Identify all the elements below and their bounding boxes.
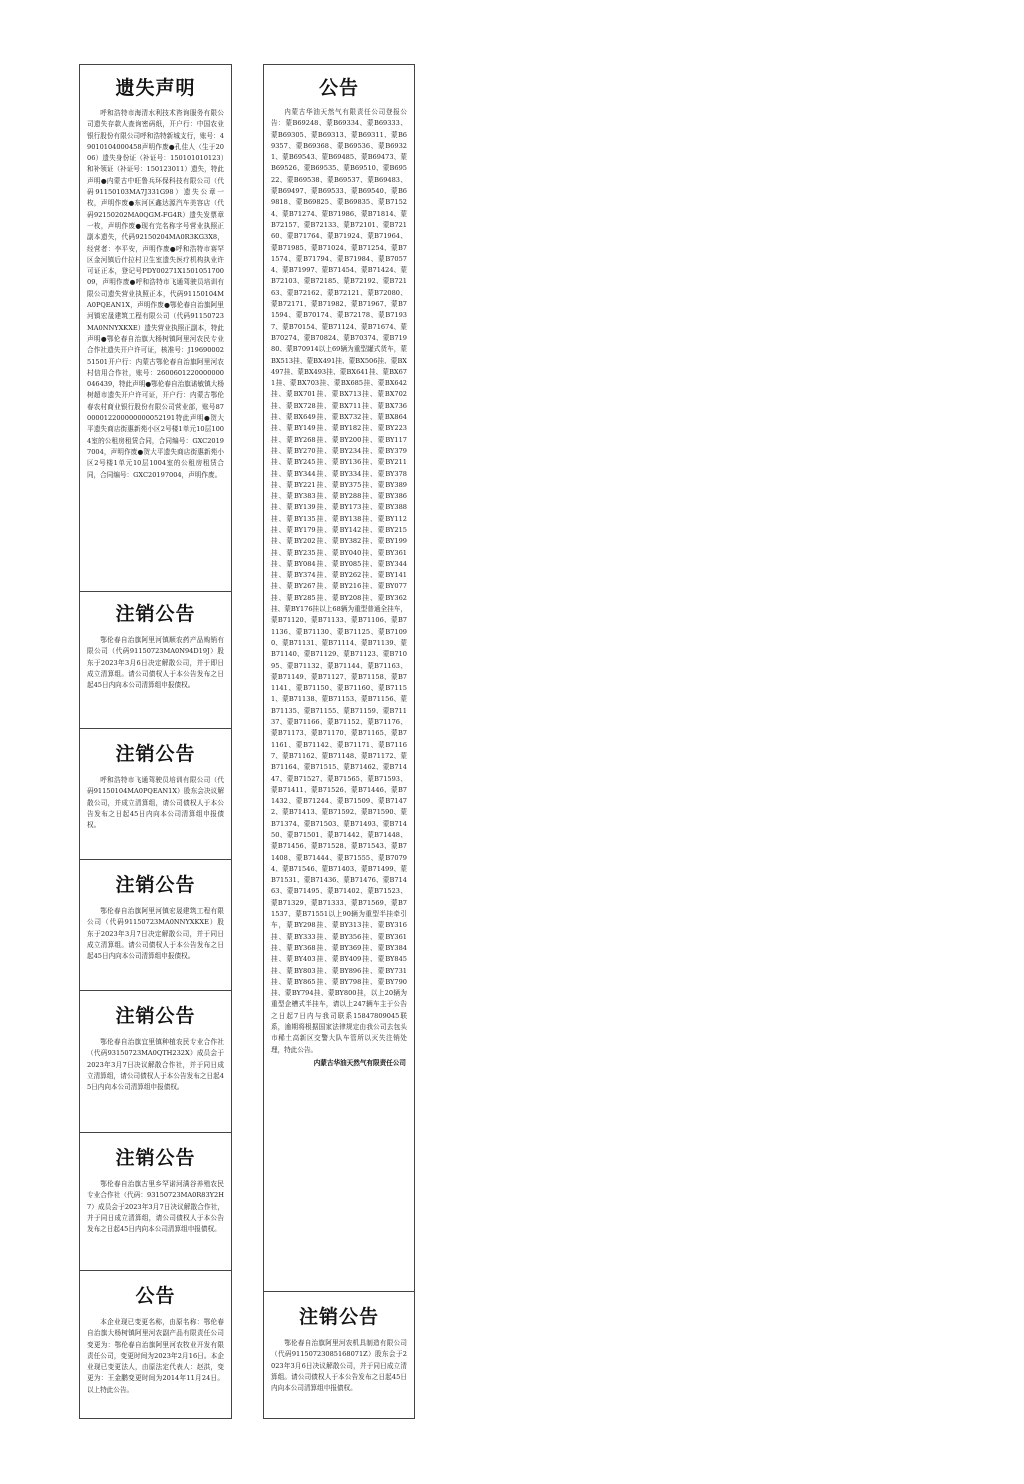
notice-body: 鄂伦春自治旗古里乡罕诺河满谷养殖农民专业合作社（代码：93150723MA0R83Y2H7）成员会于2023年3月7日决议解散合作社，并于同日成立清算组，请公司债权人于本公告发布之日起45日内向本公司清算组申报债权。 xyxy=(87,1180,224,1234)
notice-body: 鄂伦春自治旗阿里河镇宏晟建筑工程有限公司（代码91150723MA0NNYXKXE）股东于2023年3月7日决定解散公司，并于同日成立清算组。请公司债权人于本公告发布之日起45日内向本公司清算组申报债权。 xyxy=(87,907,224,961)
left-notice-column xyxy=(79,64,232,1419)
right-notice-column xyxy=(263,64,415,1419)
notice-title: 注销公告 xyxy=(298,1306,379,1328)
notice-title: 公告 xyxy=(318,77,359,99)
notice-title: 注销公告 xyxy=(115,1147,196,1169)
cancellation-notice xyxy=(80,729,231,860)
notice-title: 注销公告 xyxy=(115,743,196,765)
notice-body: 本企业现已变更名称，由原名称：鄂伦春自治旗大杨树镇阿里河农副产品有限责任公司变更为：鄂伦春自治旗阿里河农牧业开发有限责任公司，变更时间为2023年2月16日。本企业现已变更法人，由原法定代表人：赵洪，变更为：王金鹏变更时间为2014年11月24日。以上特此公告。 xyxy=(87,1318,224,1394)
notice-title: 遗失声明 xyxy=(115,77,196,99)
notice-body: 呼和浩特市海清水利技术咨询服务有限公司遗失存款人查询密码纸，开户行：中国农业银行股份有限公司呼和浩特新城支行，账号：49010104000458声明作废●孔佳人（生于2006）遗失身份证（补证号：150101010123）和补领证（补证号：150123011）遗失，特此声明●内蒙古中旺鲁兵环保科技有限公司（代码91150103MA7J331G98）遗失公章一枚，声明作废●东河区鑫达源汽车美容店（代码92150202MA0QGM-FG4R）遗失发票章一枚，声明作废●现有完名称字号营业执照正副本遗失，代码92150204MA0R3KG3X8，经营者：李平安，声明作废●呼和浩特市赛罕区金河镇后什拉村卫生室遗失医疗机构执业许可证正本，登记号PDY00271X150105170009，声明作废●呼和浩特市飞通驾驶员培训有限公司遗失营业执照正本，代码91150104MA0PQEAN1X，声明作废●鄂伦春自治旗阿里河镇宏晟建筑工程有限公司（代码91150723MA0NNYXKXE）遗失营业执照正副本，特此声明●鄂伦春自治旗大杨树镇阿里河农民专业合作社遗失开户许可证，核准号：J1969000251501开户行：内蒙古鄂伦春自治旗阿里河农村信用合作社，账号：2600601220000000046439，特此声明●鄂伦春自治旗诺敏镇大杨树超市遗失开户许可证，开户行：内蒙古鄂伦春农村商业银行股份有限公司营业部，账号87000012200000000052191特此声明●贺大平遗失商店街惠新苑小区2号楼1单元10层1004室的公租房租赁合同，合同编号：GXC20197004，声明作废●贺大平遗失商店街惠新苑小区2号楼1单元10层1004室的公租房租赁合同，合同编号：GXC20197004，声明作废。 xyxy=(87,109,224,479)
notice-signature: 内蒙古华油天然气有限责任公司 xyxy=(313,1058,406,1067)
notice-body: 鄂伦春自治旗宜里镇种植农民专业合作社（代码93150723MA0QTH232X）成员会于2023年3月7日决议解散合作社，并于同日成立清算组，请公司债权人于本公告发布之日起45日内向本公司清算组申报债权。 xyxy=(87,1038,224,1092)
cancellation-notice xyxy=(80,592,231,729)
vehicle-deregistration-notice xyxy=(264,65,414,1292)
notice-body: 呼和浩特市飞通驾驶员培训有限公司（代码91150104MA0PQEAN1X）股东会决议解散公司，并成立清算组，请公司债权人于本公告发布之日起45日内向本公司清算组申报债权。 xyxy=(87,776,224,830)
cancellation-notice xyxy=(80,1133,231,1271)
lost-statement-notice xyxy=(80,65,231,592)
notice-title: 注销公告 xyxy=(115,874,196,896)
notice-body: 内蒙古华油天然气有限责任公司登报公告：蒙B69248、蒙B69334、蒙B69333、蒙B69305、蒙B69313、蒙B69311、蒙B69357、蒙B69368、蒙B69536、蒙B69321、蒙B69543、蒙B69485、蒙B69473、蒙B69526、蒙B69535、蒙B69510、蒙B69522、蒙B69538、蒙B69537、蒙B69483、蒙B69497、蒙B69533、蒙B69540、蒙B69818、蒙B69825、蒙B69835、蒙B71524、蒙B71274、蒙B71986、蒙B71814、蒙B72157、蒙B72133、蒙B72101、蒙B72160、蒙B71764、蒙B71924、蒙B71964、蒙B71985、蒙B71024、蒙B71254、蒙B71574、蒙B71794、蒙B71984、蒙B70574、蒙B71997、蒙B71454、蒙B71424、蒙B72103、蒙B72185、蒙B72192、蒙B72163、蒙B72162、蒙B72121、蒙B72080、蒙B72171、蒙B71982、蒙B71967、蒙B71594、蒙B70174、蒙B72178、蒙B71937、蒙B70154、蒙B71124、蒙B71674、蒙B70274、蒙B70824、蒙B70374、蒙B71980、蒙B70914以上69辆为重型罐式货车，蒙BX513挂、蒙BX491挂、蒙BX506挂、蒙BX497挂、蒙BX493挂、蒙BX641挂、蒙BX671挂、蒙BX703挂、蒙BX685挂、蒙BX642挂、蒙BX701挂、蒙BX713挂、蒙BX702挂、蒙BX728挂、蒙BX711挂、蒙BX736挂、蒙BX649挂、蒙BX732挂、蒙BX864挂、蒙BY149挂、蒙BY182挂、蒙BY223挂、蒙BY268挂、蒙BY200挂、蒙BY117挂、蒙BY270挂、蒙BY234挂、蒙BY379挂、蒙BY245挂、蒙BY136挂、蒙BY211挂、蒙BY344挂、蒙BY334挂、蒙BY378挂、蒙BY221挂、蒙BY375挂、蒙BY389挂、蒙BY383挂、蒙BY288挂、蒙BY386挂、蒙BY139挂、蒙BY173挂、蒙BY388挂、蒙BY135挂、蒙BY138挂、蒙BY112挂、蒙BY179挂、蒙BY142挂、蒙BY215挂、蒙BY202挂、蒙BY382挂、蒙BY199挂、蒙BY235挂、蒙BY040挂、蒙BY361挂、蒙BY084挂、蒙BY085挂、蒙BY344挂、蒙BY374挂、蒙BY262挂、蒙BY141挂、蒙BY267挂、蒙BY216挂、蒙BY077挂、蒙BY285挂、蒙BY208挂、蒙BY362挂、蒙BY176挂以上68辆为重型普通全挂车，蒙B71120、蒙B71133、蒙B71106、蒙B71136、蒙B71130、蒙B71125、蒙B71090、蒙B71131、蒙B71114、蒙B71139、蒙B71140、蒙B71129、蒙B71123、蒙B71095、蒙B71132、蒙B71144、蒙B71163、蒙B71149、蒙B71127、蒙B71158、蒙B71141、蒙B71150、蒙B71160、蒙B71151、蒙B71138、蒙B71153、蒙B71156、蒙B71135、蒙B71155、蒙B71159、蒙B71137、蒙B71166、蒙B71152、蒙B71176、蒙B71173、蒙B71170、蒙B71165、蒙B71161、蒙B71142、蒙B71171、蒙B71167、蒙B71162、蒙B71148、蒙B71172、蒙B71164、蒙B71515、蒙B71462、蒙B71447、蒙B71527、蒙B71565、蒙B71593、蒙B71411、蒙B71526、蒙B71446、蒙B71432、蒙B71244、蒙B71509、蒙B71472、蒙B71413、蒙B71592、蒙B71590、蒙B71374、蒙B71503、蒙B71493、蒙B71450、蒙B71501、蒙B71442、蒙B71448、蒙B71456、蒙B71528、蒙B71543、蒙B71408、蒙B71444、蒙B71555、蒙B70794、蒙B71546、蒙B71403、蒙B71499、蒙B71531、蒙B71436、蒙B71476、蒙B71463、蒙B71495、蒙B71402、蒙B71523、蒙B71329、蒙B71333、蒙B71569、蒙B71537、蒙B71551以上90辆为重型半挂牵引车，蒙BY298挂、蒙BY313挂、蒙BY316挂、蒙BY333挂、蒙BY356挂、蒙BY361挂、蒙BY368挂、蒙BY369挂、蒙BY384挂、蒙BY403挂、蒙BY409挂、蒙BY845挂、蒙BY803挂、蒙BY896挂、蒙BY731挂、蒙BY865挂、蒙BY798挂、蒙BY790挂、蒙BY794挂、蒙BY800挂，以上20辆为重型企槽式半挂车，请以上247辆车主于公告之日起7日内与我司联系15847809045联系，逾期将根据国家法律规定由我公司去包头市稀土高新区交警大队车管所以灭失注销处理，特此公告。 xyxy=(271,108,407,1054)
cancellation-notice xyxy=(80,991,231,1133)
notice-title: 注销公告 xyxy=(115,603,196,625)
notice-body: 鄂伦春自治旗阿里河农机具制造有限公司（代码91150723085168071Z）股东会于2023年3月6日决议解散公司，并于同日成立清算组。请公司债权人于本公告发布之日起45日内向本公司清算组申报债权。 xyxy=(271,1339,407,1393)
notice-title: 公告 xyxy=(135,1285,176,1307)
notice-body: 鄂伦春自治旗阿里河镇顺农药产品购销有限公司（代码91150723MA0N94D19J）股东于2023年3月6日决定解散公司，并于即日成立清算组。请公司债权人于本公告发布之日起45日内向本公司清算组申报债权。 xyxy=(87,636,224,690)
notice-title: 注销公告 xyxy=(115,1005,196,1027)
announcement-notice xyxy=(80,1271,231,1416)
cancellation-notice xyxy=(264,1292,414,1418)
cancellation-notice xyxy=(80,860,231,991)
